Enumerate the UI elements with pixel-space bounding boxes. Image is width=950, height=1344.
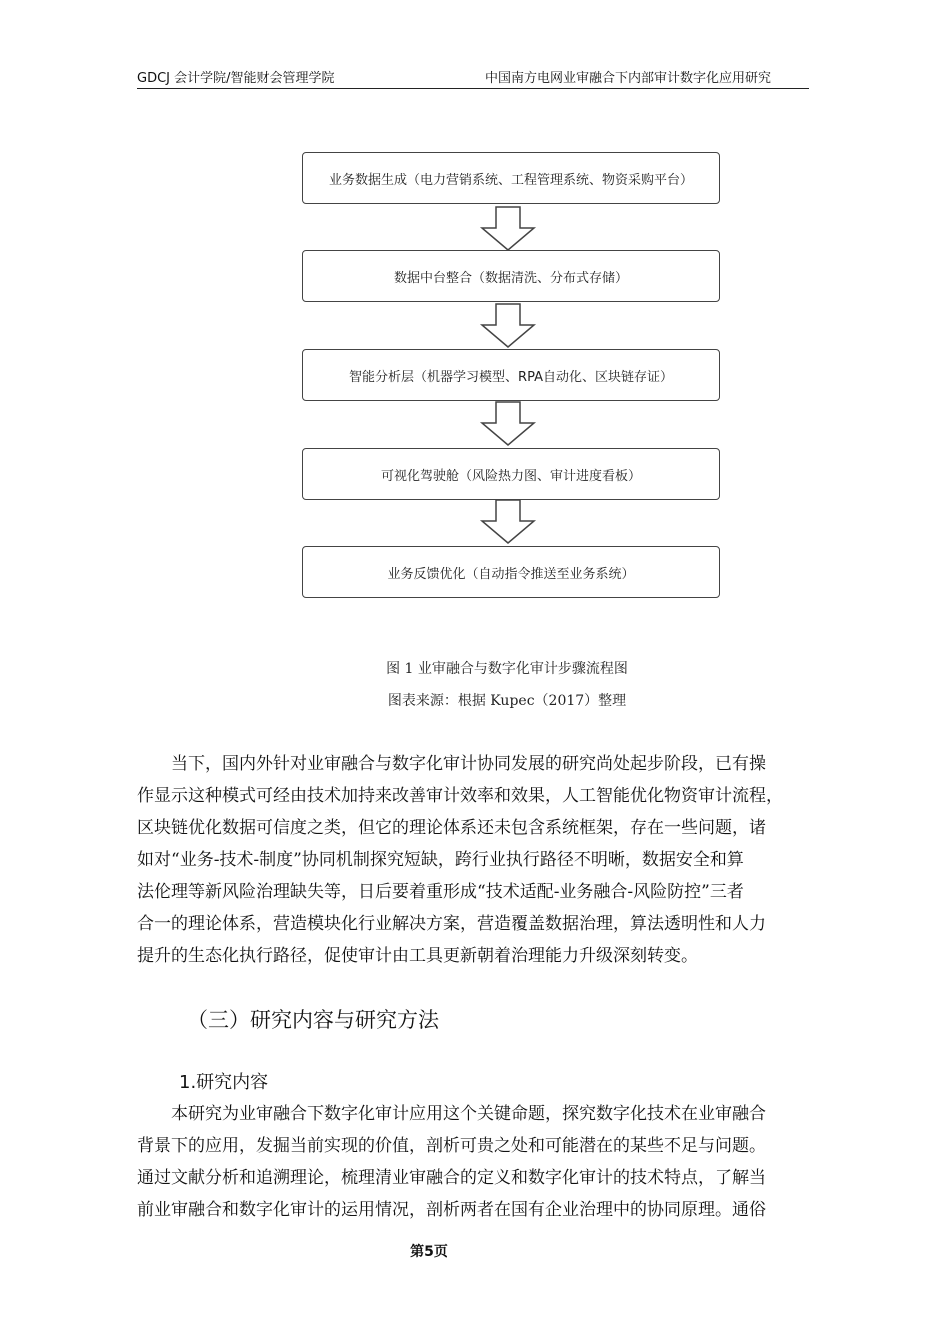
section-heading: （三）研究内容与研究方法 xyxy=(187,1008,439,1032)
paragraph-line: 提升的生态化执行路径，促使审计由工具更新朝着治理能力升级深刻转变。 xyxy=(137,946,698,966)
paragraph-line: 通过文献分析和追溯理论，梳理清业审融合的定义和数字化审计的技术特点，了解当 xyxy=(137,1168,766,1188)
down-arrow-icon xyxy=(478,303,538,349)
header-rule xyxy=(137,88,809,89)
flow-step-5: 业务反馈优化（自动指令推送至业务系统） xyxy=(302,546,720,598)
subsection-heading: 1.研究内容 xyxy=(179,1072,269,1093)
flow-step-4: 可视化驾驶舱（风险热力图、审计进度看板） xyxy=(302,448,720,500)
flow-step-3: 智能分析层（机器学习模型、RPA自动化、区块链存证） xyxy=(302,349,720,401)
paragraph-line: 合一的理论体系，营造模块化行业解决方案，营造覆盖数据治理，算法透明性和人力 xyxy=(137,914,766,934)
body-paragraph-1 xyxy=(137,748,855,972)
paragraph-line: 本研究为业审融合下数字化审计应用这个关键命题，探究数字化技术在业审融合 xyxy=(137,1104,766,1124)
down-arrow-icon xyxy=(478,401,538,447)
figure-source: 图表来源：根据 Kupec（2017）整理 xyxy=(387,693,627,709)
header-left-text: GDCJ 会计学院/智能财会管理学院 xyxy=(137,71,335,86)
figure-caption: 图 1 业审融合与数字化审计步骤流程图 xyxy=(386,661,628,677)
down-arrow-icon xyxy=(478,206,538,252)
flow-step-1: 业务数据生成（电力营销系统、工程管理系统、物资采购平台） xyxy=(302,152,720,204)
paragraph-line: 作显示这种模式可经由技术加持来改善审计效率和效果，人工智能优化物资审计流程， xyxy=(137,786,783,806)
paragraph-line: 当下，国内外针对业审融合与数字化审计协同发展的研究尚处起步阶段，已有操 xyxy=(137,754,766,774)
down-arrow-icon xyxy=(478,499,538,545)
paragraph-line: 背景下的应用，发掘当前实现的价值，剖析可贵之处和可能潜在的某些不足与问题。 xyxy=(137,1136,766,1156)
flow-step-2: 数据中台整合（数据清洗、分布式存储） xyxy=(302,250,720,302)
paragraph-line: 区块链优化数据可信度之类，但它的理论体系还未包含系统框架，存在一些问题，诸 xyxy=(137,818,766,838)
page-number: 第5页 xyxy=(410,1244,448,1260)
body-paragraph-2 xyxy=(137,1098,855,1226)
paragraph-line: 前业审融合和数字化审计的运用情况，剖析两者在国有企业治理中的协同原理。通俗 xyxy=(137,1200,766,1220)
header-right-text: 中国南方电网业审融合下内部审计数字化应用研究 xyxy=(485,71,772,86)
paragraph-line: 法伦理等新风险治理缺失等，日后要着重形成“技术适配-业务融合-风险防控”三者 xyxy=(137,882,744,902)
paragraph-line: 如对“业务-技术-制度”协同机制探究短缺，跨行业执行路径不明晰，数据安全和算 xyxy=(137,850,744,870)
